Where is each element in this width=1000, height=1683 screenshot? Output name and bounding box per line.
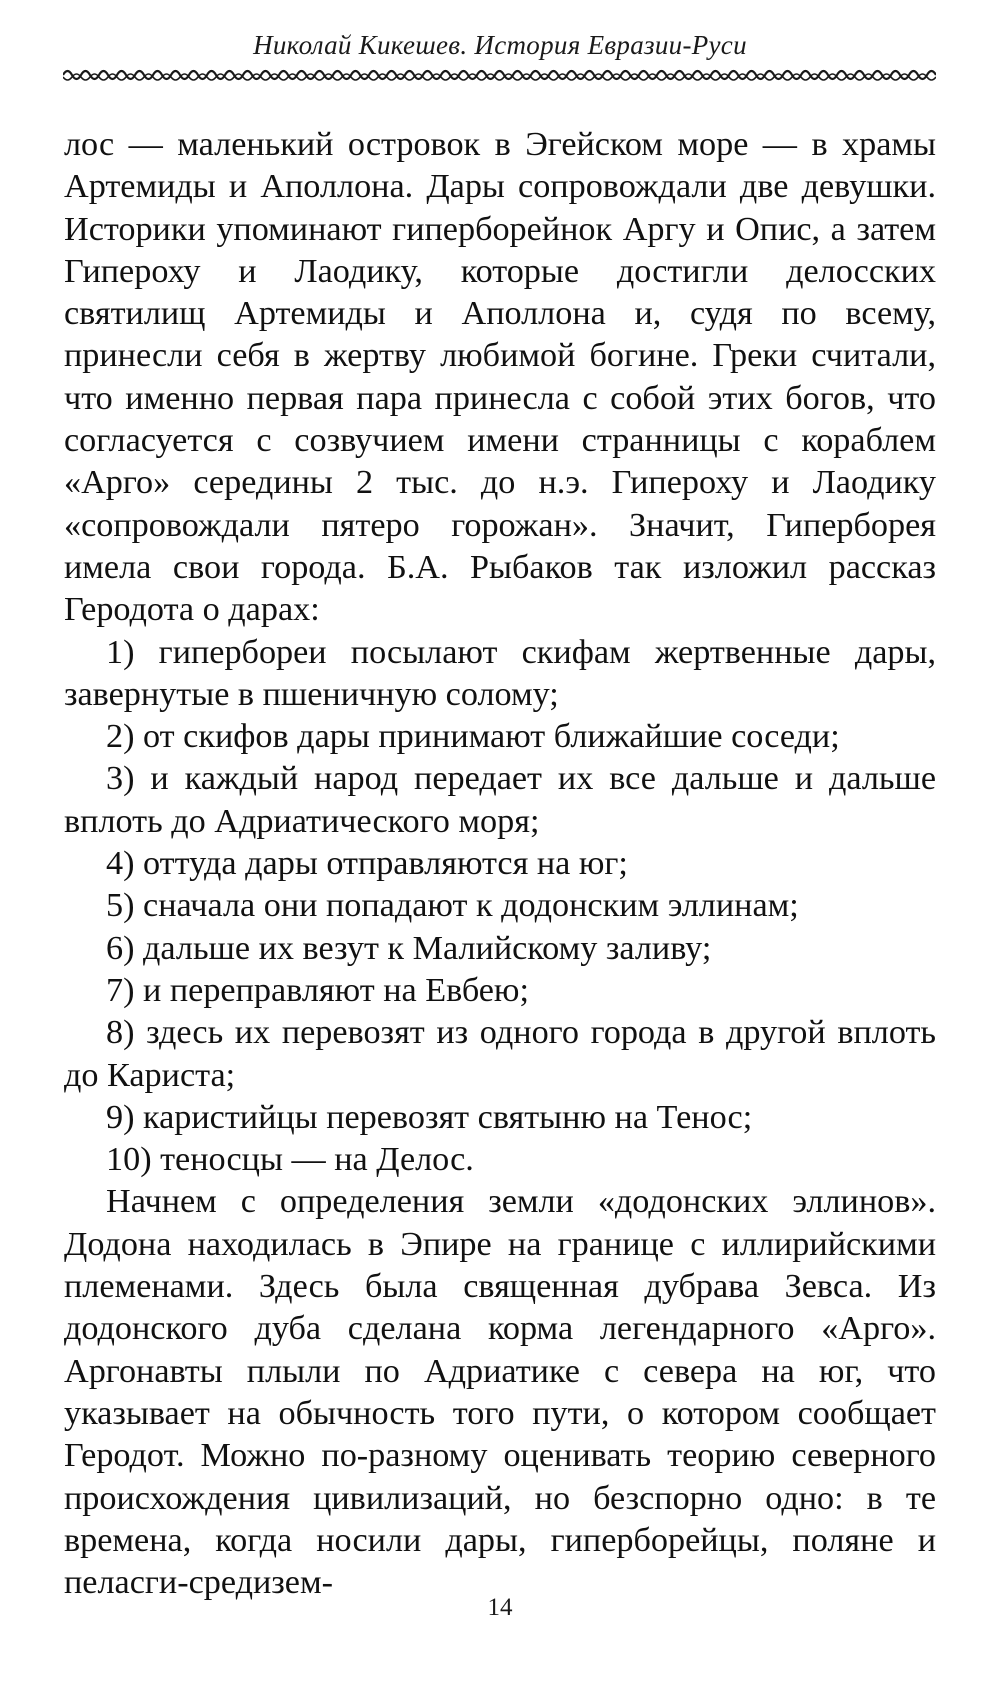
- list-item: 7) и переправляют на Евбею;: [106, 971, 529, 1009]
- paragraph-continuation: лос — маленький островок в Эгейском море — в храмы Артемиды и Аполлона. Дары сопровождали две девушки. Историки упоминают гиперборейнок Аргу и Опис, а затем Гипероху и Лаодику, которые достигли делосских святилищ Артемиды и Аполлона и, судя по всему, принесли себя в жертву любимой богине. Греки считали, что именно первая пара принесла с собой этих богов, что согласуется с созвучием имени странницы с кораблем «Арго» середины 2 тыс. до н.э. Гипероху и Лаодику «сопровождали пятеро горожан». Значит, Гиперборея имела свои города. Б.А. Рыбаков так изложил рассказ Геродота о дарах:: [64, 126, 936, 629]
- body-text: [64, 124, 936, 1604]
- wavy-rule-ornament: [63, 66, 936, 84]
- paragraph: Начнем с определения земли «додонских эллинов». Додона находилась в Эпире на границе с иллирийскими племенами. Здесь была священная дубрава Зевса. Из додонского дуба сделана корма легендарного «Арго». Аргонавты плыли по Адриатике с севера на юг, что указывает на обычность того пути, о котором сообщает Геродот. Можно по-разному оценивать теорию северного происхождения цивилизаций, но безспорно одно: в те времена, когда носили дары, гиперборейцы, поляне и пеласги-средизем-: [64, 1183, 936, 1602]
- list-item: 6) дальше их везут к Малийскому заливу;: [106, 929, 712, 967]
- page-number: 14: [487, 1594, 513, 1621]
- running-head-title: Николай Кикешев. История Евразии-Руси: [253, 30, 747, 60]
- list-item: 3) и каждый народ передает их все дальше и дальше вплоть до Адриатического моря;: [64, 760, 936, 840]
- list-item: 4) оттуда дары отправляются на юг;: [106, 845, 628, 883]
- list-item: 8) здесь их перевозят из одного города в другой вплоть до Кариста;: [64, 1014, 936, 1094]
- list-item: 5) сначала они попадают к додонским эллинам;: [106, 887, 799, 925]
- list-item: 2) от скифов дары принимают ближайшие соседи;: [106, 718, 840, 756]
- list-item: 10) теносцы — на Делос.: [106, 1141, 474, 1179]
- list-item: 9) каристийцы перевозят святыню на Тенос;: [106, 1098, 753, 1136]
- list-item: 1) гипербореи посылают скифам жертвенные дары, завернутые в пшеничную солому;: [64, 633, 936, 713]
